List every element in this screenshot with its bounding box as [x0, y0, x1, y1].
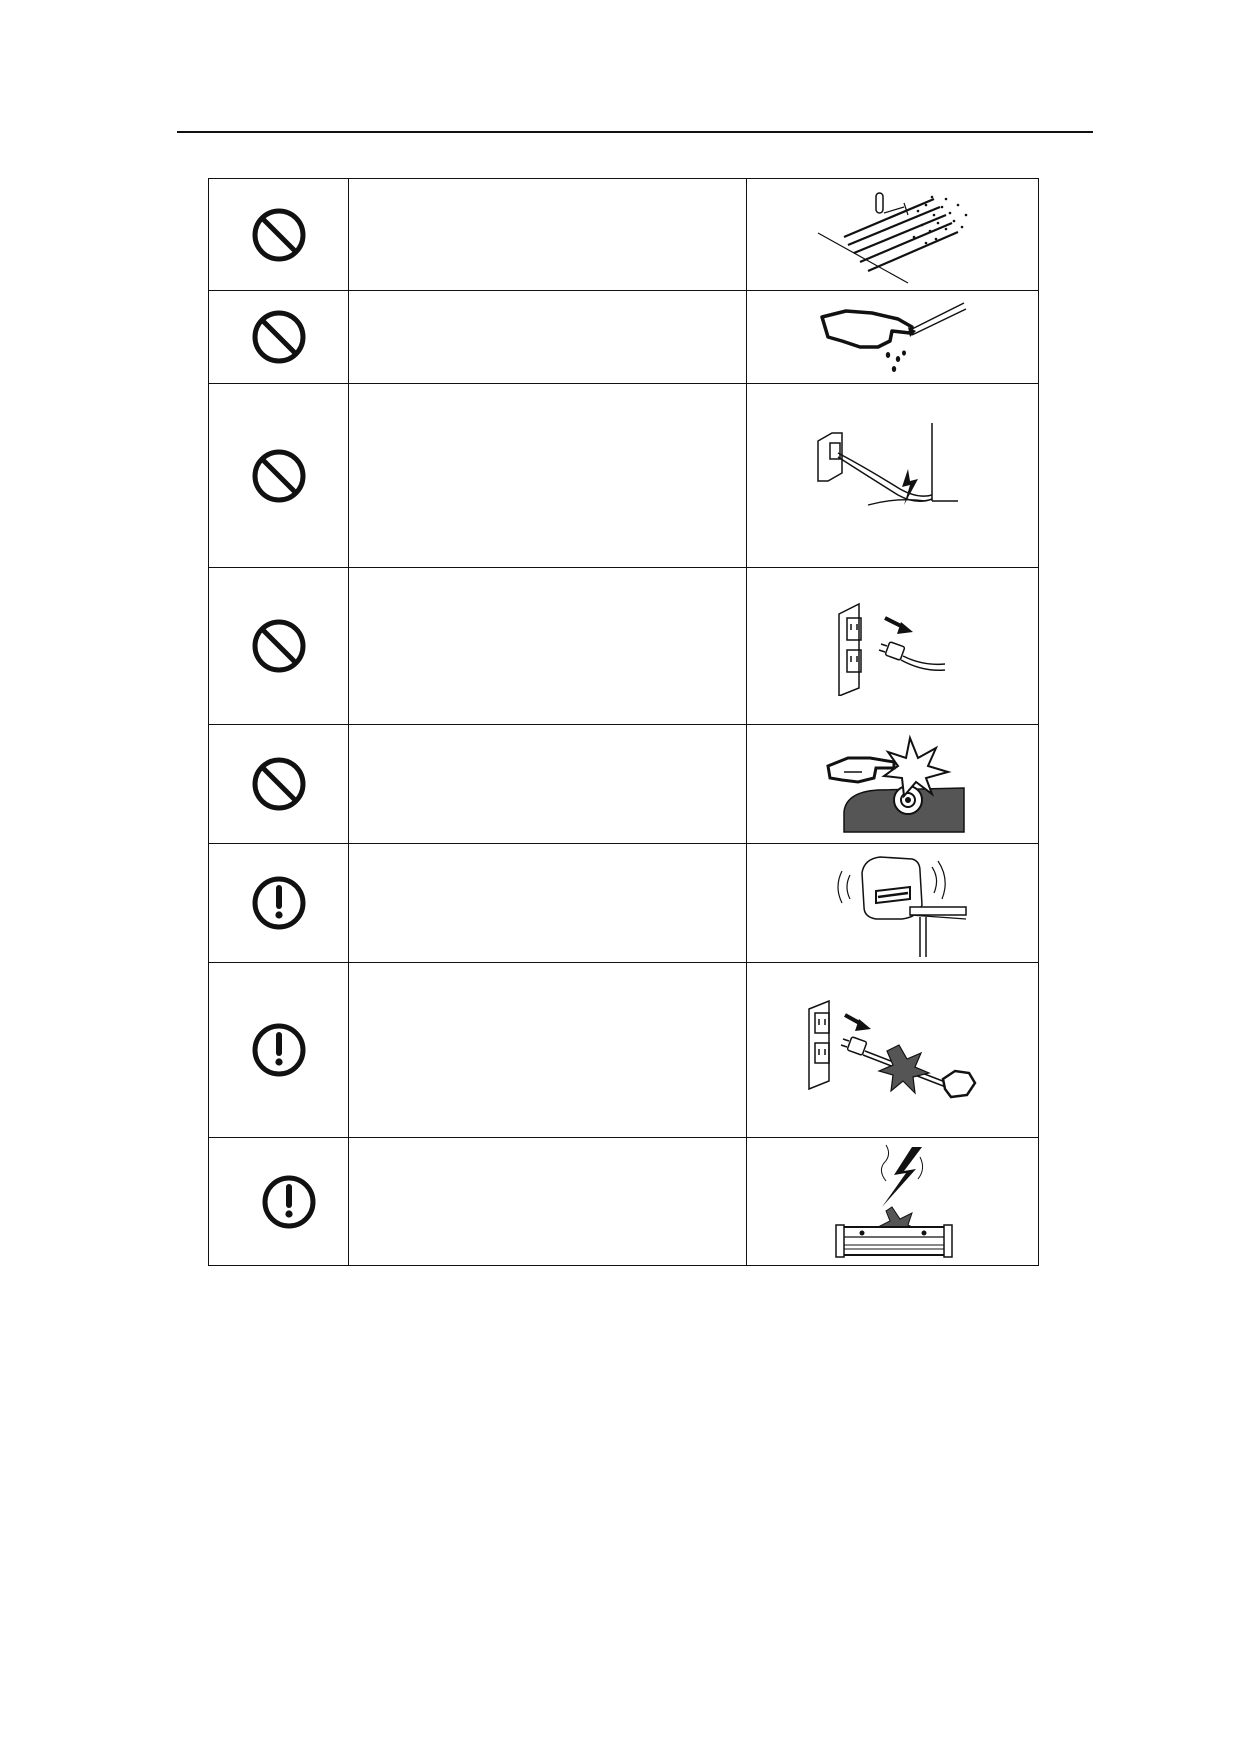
- wet-hand-touching-cable-illustration: [808, 297, 978, 377]
- prohibition-icon: [251, 309, 307, 365]
- row-description: [349, 725, 747, 844]
- table-row: [209, 291, 1039, 384]
- lightning-strike-device-illustration: [828, 1141, 958, 1263]
- prohibition-icon: [251, 756, 307, 812]
- table-row: [209, 725, 1039, 844]
- device-on-unstable-table-illustration: [818, 847, 968, 959]
- table-row: [209, 963, 1039, 1138]
- row-description: [349, 963, 747, 1138]
- table-row: [209, 844, 1039, 963]
- safety-precautions-table: [208, 178, 1039, 1266]
- table-row: [209, 384, 1039, 568]
- prohibition-icon: [251, 618, 307, 674]
- hand-near-moving-roller-illustration: [818, 728, 968, 840]
- pulling-plug-by-cord-illustration: [803, 995, 983, 1105]
- unplugging-from-outlet-illustration: [833, 596, 953, 696]
- row-description: [349, 291, 747, 384]
- prohibition-icon: [251, 207, 307, 263]
- row-description: [349, 179, 747, 291]
- mandatory-action-icon: [261, 1174, 317, 1230]
- prohibition-icon: [251, 448, 307, 504]
- damaged-power-cord-illustration: [808, 421, 978, 531]
- clips-and-metal-debris-illustration: [808, 185, 978, 285]
- row-description: [349, 384, 747, 568]
- row-description: [349, 1138, 747, 1266]
- row-description: [349, 844, 747, 963]
- header-rule: [177, 131, 1093, 133]
- row-description: [349, 568, 747, 725]
- table-row: [209, 179, 1039, 291]
- mandatory-action-icon: [251, 1022, 307, 1078]
- mandatory-action-icon: [251, 875, 307, 931]
- table-row: [209, 568, 1039, 725]
- table-row: [209, 1138, 1039, 1266]
